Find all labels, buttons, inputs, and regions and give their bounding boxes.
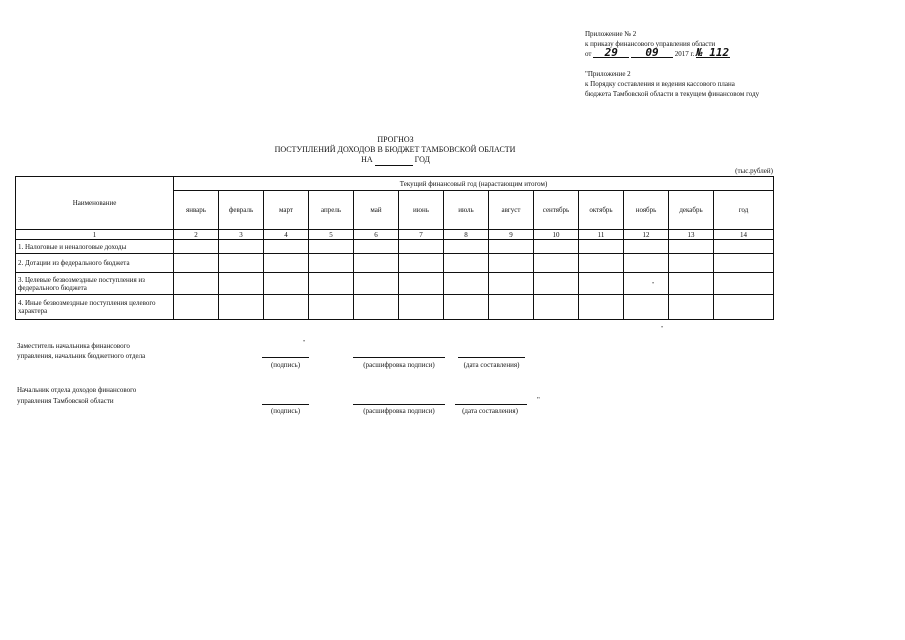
table-cell: [354, 254, 399, 273]
decode-line: [353, 404, 445, 405]
title-line-3: [268, 155, 523, 166]
table-cell: [489, 254, 534, 273]
table-cell: [444, 295, 489, 320]
column-number: 13: [669, 230, 714, 240]
table-cell: [534, 295, 579, 320]
table-cell: [579, 254, 624, 273]
table-cell: [264, 273, 309, 295]
table-cell: [669, 295, 714, 320]
appendix-line-6: бюджета Тамбовской области в текущем финансовом году: [585, 90, 760, 98]
signer-1-sign-label: (подпись): [270, 361, 301, 369]
appendix-line-2: к приказу финансового управления области: [585, 40, 716, 48]
column-numbers-row: [16, 230, 774, 240]
table-cell: [219, 254, 264, 273]
signer-2-sign-label: (подпись): [270, 407, 301, 415]
signer-2-decode-label: (расшифровка подписи): [363, 407, 435, 415]
table-cell: [624, 240, 669, 254]
scan-speck: •: [652, 281, 655, 287]
signer-2-title-line-1: Начальник отдела доходов финансового: [17, 386, 137, 394]
table-cell: [399, 295, 444, 320]
title-year-suffix: ГОД: [414, 155, 430, 164]
year-header: год: [714, 191, 774, 230]
table-row: [16, 240, 774, 254]
scan-speck: •: [661, 325, 664, 331]
row-label: 4. Иные безвозмездные поступления целевого характера: [16, 295, 174, 320]
column-number: 7: [399, 230, 444, 240]
table-cell: [264, 295, 309, 320]
signer-1-title-line-2: управления, начальник бюджетного отдела: [17, 352, 146, 360]
units-label: (тыс.рублей): [735, 167, 773, 175]
row-label: 1. Налоговые и неналоговые доходы: [16, 240, 174, 254]
table-cell: [264, 254, 309, 273]
table-cell: [219, 273, 264, 295]
appendix-line-4: "Приложение 2: [585, 70, 631, 78]
month-header: апрель: [309, 191, 354, 230]
table-cell: [399, 240, 444, 254]
table-cell: [714, 295, 774, 320]
month-header: август: [489, 191, 534, 230]
column-number: 14: [714, 230, 774, 240]
month-header: сентябрь: [534, 191, 579, 230]
appendix-line-1: Приложение № 2: [585, 30, 637, 38]
column-number: 12: [624, 230, 669, 240]
table-cell: [219, 240, 264, 254]
forecast-table: [15, 176, 774, 320]
table-cell: [399, 273, 444, 295]
date-month: 09: [631, 48, 673, 58]
table-cell: [624, 254, 669, 273]
column-number: 3: [219, 230, 264, 240]
name-header: Наименование: [16, 177, 174, 230]
table-cell: [174, 240, 219, 254]
table-cell: [579, 273, 624, 295]
row-label: 2. Дотации из федерального бюджета: [16, 254, 174, 273]
table-cell: [354, 240, 399, 254]
month-header: февраль: [219, 191, 264, 230]
table-cell: [534, 273, 579, 295]
column-number: 10: [534, 230, 579, 240]
date-line: [455, 404, 527, 405]
column-number: 6: [354, 230, 399, 240]
date-year: 2017 г.: [674, 50, 695, 58]
signature-line: [262, 357, 309, 358]
table-cell: [489, 273, 534, 295]
table-cell: [624, 295, 669, 320]
date-line: [458, 357, 525, 358]
table-cell: [309, 273, 354, 295]
year-blank: [375, 155, 413, 166]
appendix-line-5: к Порядку составления и ведения кассового плана: [585, 80, 735, 88]
month-header: январь: [174, 191, 219, 230]
signer-2-date-label: (дата составления): [462, 407, 518, 415]
table-cell: [579, 240, 624, 254]
table-cell: [714, 254, 774, 273]
table-cell: [174, 254, 219, 273]
signer-1-decode-label: (расшифровка подписи): [363, 361, 435, 369]
signer-1-title-line-1: Заместитель начальника финансового: [17, 342, 130, 350]
appendix-date-line: [585, 48, 730, 59]
table-cell: [534, 240, 579, 254]
table-cell: [174, 295, 219, 320]
table-cell: [309, 295, 354, 320]
month-header: июль: [444, 191, 489, 230]
table-cell: [444, 273, 489, 295]
table-cell: [444, 240, 489, 254]
table-cell: [579, 295, 624, 320]
table-cell: [669, 273, 714, 295]
signature-line: [262, 404, 309, 405]
table-cell: [489, 240, 534, 254]
table-cell: [444, 254, 489, 273]
table-cell: [174, 273, 219, 295]
super-header: Текущий финансовый год (нарастающим итогом): [174, 177, 774, 191]
table-cell: [534, 254, 579, 273]
table-cell: [219, 295, 264, 320]
date-prefix: от: [585, 50, 592, 58]
table-cell: [669, 254, 714, 273]
column-number: 8: [444, 230, 489, 240]
table-cell: [309, 254, 354, 273]
table-super-header-row: [16, 177, 774, 191]
table-cell: [399, 254, 444, 273]
title-year-prefix: НА: [361, 155, 373, 164]
column-number: 9: [489, 230, 534, 240]
table-cell: [309, 240, 354, 254]
column-number: 11: [579, 230, 624, 240]
table-row: [16, 295, 774, 320]
row-label: 3. Целевые безвозмездные поступления из федерального бюджета: [16, 273, 174, 295]
month-header: март: [264, 191, 309, 230]
date-day: 29: [593, 48, 629, 58]
table-cell: [354, 273, 399, 295]
table-cell: [489, 295, 534, 320]
table-row: [16, 254, 774, 273]
table-cell: [669, 240, 714, 254]
decode-line: [353, 357, 445, 358]
table-row: [16, 273, 774, 295]
column-number: 1: [16, 230, 174, 240]
month-header: октябрь: [579, 191, 624, 230]
signer-1-date-label: (дата составления): [463, 361, 520, 369]
month-header: июнь: [399, 191, 444, 230]
column-number: 2: [174, 230, 219, 240]
month-header: май: [354, 191, 399, 230]
scan-speck: •: [303, 339, 306, 345]
table-cell: [714, 240, 774, 254]
table-cell: [624, 273, 669, 295]
signer-2-title-line-2: управления Тамбовской области: [17, 397, 114, 405]
closing-quote: ": [537, 396, 540, 404]
table-cell: [264, 240, 309, 254]
title-line-2: ПОСТУПЛЕНИЙ ДОХОДОВ В БЮДЖЕТ ТАМБОВСКОЙ ОБЛАСТИ: [274, 145, 516, 154]
order-number: № 112: [696, 46, 730, 59]
table-cell: [354, 295, 399, 320]
month-header: ноябрь: [624, 191, 669, 230]
column-number: 4: [264, 230, 309, 240]
column-number: 5: [309, 230, 354, 240]
month-header: декабрь: [669, 191, 714, 230]
table-cell: [714, 273, 774, 295]
title-line-1: ПРОГНОЗ: [377, 135, 414, 144]
